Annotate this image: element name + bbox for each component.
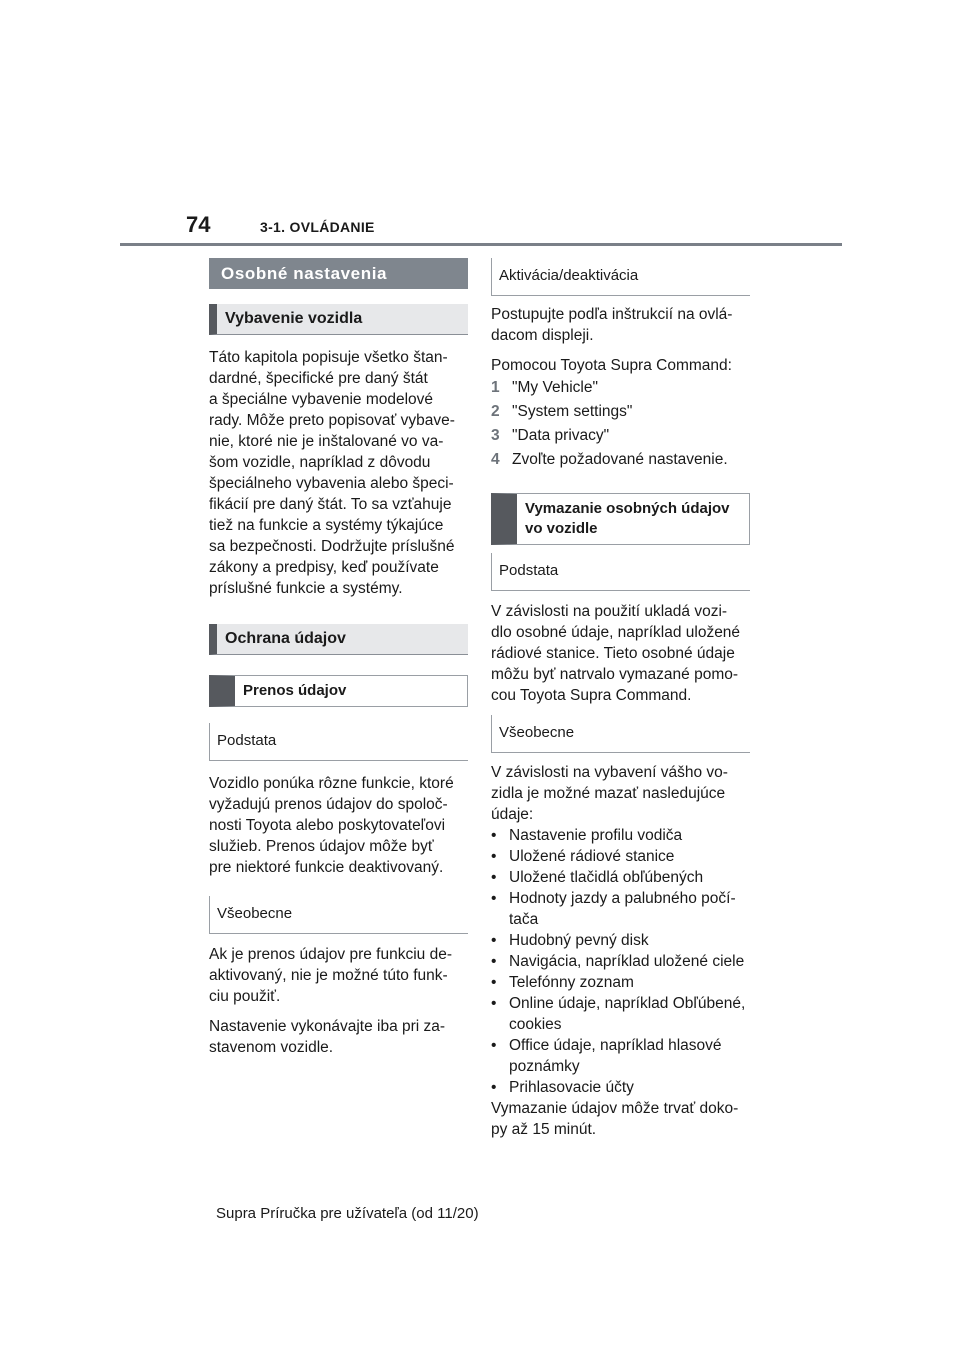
text-line: py až 15 minút. bbox=[491, 1121, 597, 1138]
step-text: "System settings" bbox=[512, 403, 633, 420]
list-item: • Hudobný pevný disk bbox=[491, 932, 649, 949]
list-item-text: poznámky bbox=[509, 1058, 580, 1075]
list-item-text: Navigácia, napríklad uložené ciele bbox=[509, 953, 745, 970]
list-item-text: cookies bbox=[509, 1016, 562, 1033]
text-line: zákony a predpisy, keď používate bbox=[209, 559, 439, 576]
chapter-title: 3-1. OVLÁDANIE bbox=[260, 219, 375, 235]
step-number: 1 bbox=[491, 379, 500, 396]
text-line: rady. Môže preto popisovať vybave- bbox=[209, 412, 455, 429]
step-text: "My Vehicle" bbox=[512, 379, 598, 396]
subsection-heading-equipment: Vybavenie vozidla bbox=[209, 304, 468, 335]
text-line: tiež na funkcie a systémy týkajúce bbox=[209, 517, 444, 534]
list-item: • Prihlasovacie účty bbox=[491, 1079, 634, 1096]
text-line: šom vozidle, napríklad z dôvodu bbox=[209, 454, 431, 471]
text-line: dlo osobné údaje, napríklad uložené bbox=[491, 624, 741, 641]
section-heading: Osobné nastavenia bbox=[209, 258, 468, 289]
heading-principle: Podstata bbox=[209, 723, 468, 761]
step-item bbox=[491, 376, 750, 400]
text-line: príslušné funkcie a systémy. bbox=[209, 580, 403, 597]
text-line: aktivovaný, nie je možné túto funk- bbox=[209, 967, 448, 984]
topic-heading-data-transfer: Prenos údajov bbox=[209, 675, 468, 707]
step-number: 3 bbox=[491, 427, 500, 444]
text-line: rádiové stanice. Tieto osobné údaje bbox=[491, 645, 735, 662]
list-item: • Telefónny zoznam bbox=[491, 974, 634, 991]
text-line: zidla je možné mazať nasledujúce bbox=[491, 785, 726, 802]
list-item: • Hodnoty jazdy a palubného počí- tača bbox=[491, 890, 736, 928]
text-line: nie, ktoré nie je inštalované vo va- bbox=[209, 433, 444, 450]
principle-paragraph bbox=[209, 773, 468, 878]
text-line: stavenom vozidle. bbox=[209, 1039, 334, 1056]
page-number: 74 bbox=[186, 212, 211, 237]
text-line: pre niektoré funkcie deaktivovaný. bbox=[209, 859, 444, 876]
step-text: "Data privacy" bbox=[512, 427, 610, 444]
steps-list bbox=[491, 376, 750, 472]
list-item: • Office údaje, napríklad hlasové poznámky bbox=[491, 1037, 722, 1075]
heading-line: Vymazanie osobných údajov bbox=[525, 500, 730, 517]
text-line: nosti Toyota alebo poskytovateľovi bbox=[209, 817, 446, 834]
left-column bbox=[209, 258, 468, 1058]
text-line: Vozidlo ponúka rôzne funkcie, ktoré bbox=[209, 775, 454, 792]
topic-heading-delete-data bbox=[491, 493, 750, 545]
step-item bbox=[491, 424, 750, 448]
step-text: Zvoľte požadované nastavenie. bbox=[512, 451, 728, 468]
list-item: • Navigácia, napríklad uložené ciele bbox=[491, 953, 745, 970]
text-line: Vymazanie údajov môže trvať doko- bbox=[491, 1100, 739, 1117]
text-line: Postupujte podľa inštrukcií na ovlá- bbox=[491, 306, 733, 323]
text-line: dardné, špecifické pre daný štát bbox=[209, 370, 428, 387]
list-item-text: Hodnoty jazdy a palubného počí- bbox=[509, 890, 736, 907]
heading-general: Všeobecne bbox=[491, 715, 750, 753]
text-line: fikácií pre daný štát. To sa vzťahuje bbox=[209, 496, 452, 513]
text-line: môžu byť natrvalo vymazané pomo- bbox=[491, 666, 739, 683]
heading-line: vo vozidle bbox=[525, 520, 598, 537]
heading-activation: Aktivácia/deaktivácia bbox=[491, 258, 750, 296]
text-line: sa bezpečnosti. Dodržujte príslušné bbox=[209, 538, 455, 555]
text-line: vyžadujú prenos údajov do spoloč- bbox=[209, 796, 448, 813]
text-line: služieb. Prenos údajov môže byť bbox=[209, 838, 434, 855]
list-item-text: Hudobný pevný disk bbox=[509, 932, 649, 949]
list-item: • Uložené tlačidlá obľúbených bbox=[491, 869, 704, 886]
heading-principle: Podstata bbox=[491, 553, 750, 591]
list-item-text: Office údaje, napríklad hlasové bbox=[509, 1037, 722, 1054]
text-line: Nastavenie vykonávajte iba pri za- bbox=[209, 1018, 446, 1035]
deletable-data-list bbox=[491, 825, 750, 1098]
list-item-text: Telefónny zoznam bbox=[509, 974, 634, 991]
list-item: • Nastavenie profilu vodiča bbox=[491, 827, 683, 844]
list-item-text: Uložené rádiové stanice bbox=[509, 848, 675, 865]
text-line: V závislosti na použití ukladá vozi- bbox=[491, 603, 728, 620]
list-item-text: Online údaje, napríklad Obľúbené, bbox=[509, 995, 746, 1012]
text-line: V závislosti na vybavení vášho vo- bbox=[491, 764, 728, 781]
closing-paragraph bbox=[491, 1098, 750, 1140]
page-footer: Supra Príručka pre užívateľa (od 11/20) bbox=[216, 1205, 479, 1222]
text-line: dacom displeji. bbox=[491, 327, 594, 344]
right-column bbox=[491, 258, 750, 1140]
header-divider bbox=[120, 243, 842, 246]
principle-paragraph bbox=[491, 601, 750, 706]
heading-general: Všeobecne bbox=[209, 896, 468, 934]
text-line: špeciálneho vybavenia alebo špeci- bbox=[209, 475, 454, 492]
list-item-text: Nastavenie profilu vodiča bbox=[509, 827, 683, 844]
list-item: • Uložené rádiové stanice bbox=[491, 848, 675, 865]
list-item-text: Prihlasovacie účty bbox=[509, 1079, 634, 1096]
step-number: 2 bbox=[491, 403, 500, 420]
equipment-paragraph bbox=[209, 347, 468, 599]
text-line: Ak je prenos údajov pre funkciu de- bbox=[209, 946, 452, 963]
list-item-text: Uložené tlačidlá obľúbených bbox=[509, 869, 704, 886]
general-paragraph-1 bbox=[209, 944, 468, 1007]
step-number: 4 bbox=[491, 451, 500, 468]
activation-paragraph bbox=[491, 304, 750, 346]
text-line: údaje: bbox=[491, 806, 534, 823]
list-item-text: tača bbox=[509, 911, 539, 928]
general-paragraph bbox=[491, 762, 750, 825]
text-line: cou Toyota Supra Command. bbox=[491, 687, 692, 704]
text-line: ciu použiť. bbox=[209, 988, 281, 1005]
step-item bbox=[491, 448, 750, 472]
list-item: • Online údaje, napríklad Obľúbené, cookies bbox=[491, 995, 746, 1033]
step-item bbox=[491, 400, 750, 424]
text-line: a špeciálne vybavenie modelové bbox=[209, 391, 434, 408]
general-paragraph-2 bbox=[209, 1016, 468, 1058]
text-line: Táto kapitola popisuje všetko štan- bbox=[209, 349, 448, 366]
command-intro: Pomocou Toyota Supra Command: bbox=[491, 357, 732, 374]
subsection-heading-data-protection: Ochrana údajov bbox=[209, 624, 468, 655]
